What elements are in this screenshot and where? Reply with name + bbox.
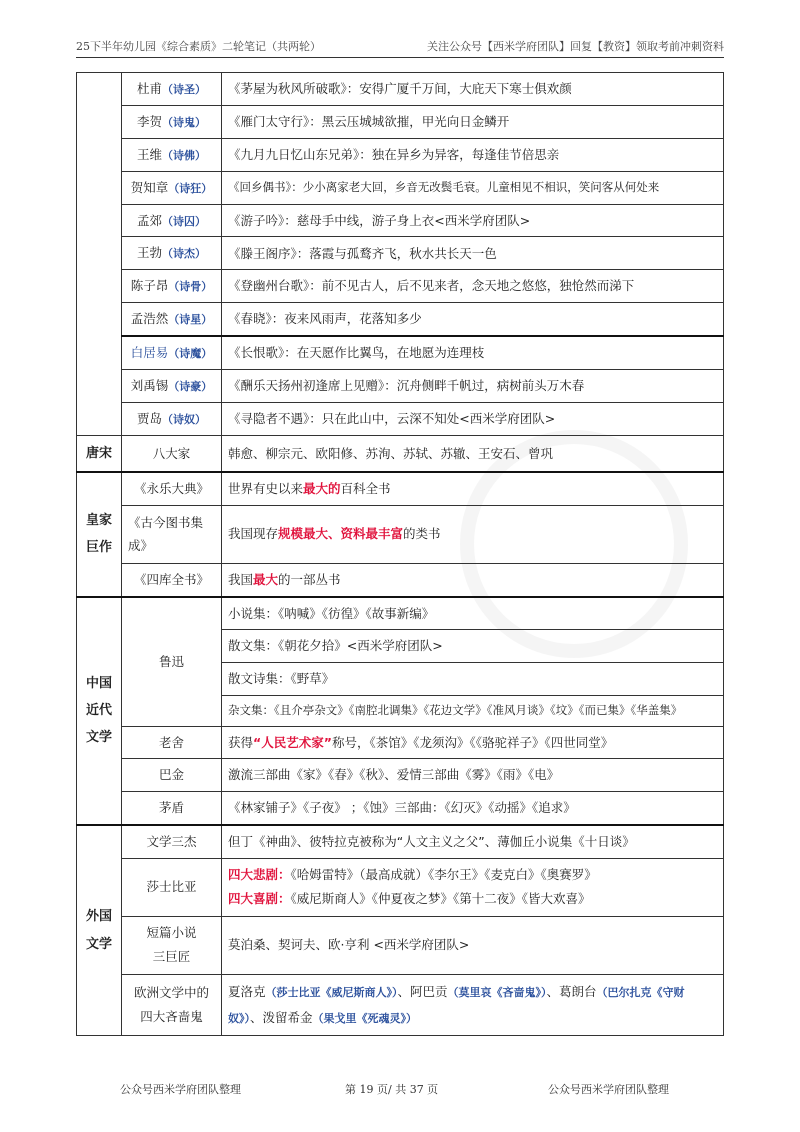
book-desc: 世界有史以来最大的百科全书: [222, 472, 724, 505]
table-row: [77, 237, 724, 270]
table-row: [77, 370, 724, 403]
footer-right: 公众号西米学府团队整理: [548, 1083, 669, 1096]
book-name: 《古今图书集成》: [122, 505, 222, 563]
table-row: [77, 171, 724, 204]
category-royal: 皇家 巨作: [77, 472, 122, 597]
author-maodun: 茅盾: [122, 792, 222, 825]
table-row: [77, 73, 724, 106]
luxun-item: 杂文集：《且介亭杂文》《南腔北调集》《花边文学》《准风月谈》《坟》《而已集》《华盖集》: [222, 695, 724, 726]
category-modern: 中国 近代 文学: [77, 597, 122, 825]
table-row: [77, 105, 724, 138]
poet-name: 王维（诗佛）: [122, 138, 222, 171]
book-name: 《永乐大典》: [122, 472, 222, 505]
tangsong-list: 韩愈、柳宗元、欧阳修、苏洵、苏轼、苏辙、王安石、曾巩: [222, 435, 724, 472]
table-row: [77, 597, 724, 630]
header-right: 关注公众号【西米学府团队】回复【教资】领取考前冲刺资料: [427, 40, 724, 53]
poet-name: 李贺（诗鬼）: [122, 105, 222, 138]
misers-text: 夏洛克（莎士比亚《威尼斯商人》）、阿巴贡（莫里哀《吝啬鬼》）、葛朗台（巴尔扎克《守财奴》）、泼留希金（果戈里《死魂灵》）: [222, 974, 724, 1036]
book-name: 《四库全书》: [122, 563, 222, 596]
table-row: [77, 402, 724, 435]
poet-work: 《酬乐天扬州初逢席上见赠》：沉舟侧畔千帆过，病树前头万木春: [222, 370, 724, 403]
category-foreign: 外国 文学: [77, 825, 122, 1036]
table-row: [77, 563, 724, 596]
header-left: 25下半年幼儿园《综合素质》二轮笔记（共两轮）: [76, 40, 321, 53]
poet-work: 《茅屋为秋风所破歌》：安得广厦千万间，大庇天下寒士俱欢颜: [222, 73, 724, 106]
poet-name: 陈子昂（诗骨）: [122, 270, 222, 303]
poet-name: 贺知章（诗狂）: [122, 171, 222, 204]
literature-table: [76, 72, 724, 1036]
shakespeare-name: 莎士比亚: [122, 858, 222, 916]
page-footer: [0, 1081, 800, 1101]
poet-work: 《寻隐者不遇》：只在此山中，云深不知处<西米学府团队>: [222, 402, 724, 435]
table-row: [77, 270, 724, 303]
poet-work: 《雁门太守行》：黑云压城城欲摧，甲光向日金鳞开: [222, 105, 724, 138]
page-number: 第 19 页/ 共 37 页: [345, 1083, 439, 1096]
table-row: [77, 303, 724, 336]
table-row: [77, 759, 724, 792]
category-tangsong: 唐宋: [77, 435, 122, 472]
tangsong-name: 八大家: [122, 435, 222, 472]
luxun-item: 小说集：《呐喊》《彷徨》《故事新编》: [222, 597, 724, 630]
table-row: [77, 916, 724, 974]
table-row: [77, 858, 724, 916]
poet-name: 王勃（诗杰）: [122, 237, 222, 270]
table-row: [77, 792, 724, 825]
poet-work: 《游子吟》：慈母手中线，游子身上衣<西米学府团队>: [222, 204, 724, 237]
poet-name: 白居易（诗魔）: [122, 336, 222, 369]
poet-work: 《长恨歌》：在天愿作比翼鸟，在地愿为连理枝: [222, 336, 724, 369]
short-story-name: 短篇小说 三巨匠: [122, 916, 222, 974]
poet-work: 《登幽州台歌》：前不见古人，后不见来者，念天地之悠悠，独怆然而涕下: [222, 270, 724, 303]
poet-name: 孟浩然（诗星）: [122, 303, 222, 336]
book-desc: 我国现存规模最大、资料最丰富的类书: [222, 505, 724, 563]
table-row: [77, 974, 724, 1036]
table-row: [77, 505, 724, 563]
poet-name: 刘禹锡（诗豪）: [122, 370, 222, 403]
footer-left: 公众号西米学府团队整理: [120, 1083, 241, 1096]
poet-work: 《滕王阁序》：落霞与孤鹜齐飞，秋水共长天一色: [222, 237, 724, 270]
category-cell-tang: [77, 73, 122, 436]
sanjie-text: 但丁《神曲》、彼特拉克被称为“人文主义之父”、薄伽丘小说集《十日谈》: [222, 825, 724, 858]
poet-work: 《九月九日忆山东兄弟》：独在异乡为异客，每逢佳节倍思亲: [222, 138, 724, 171]
laoshe-works: 获得“人民艺术家”称号，《茶馆》《龙须沟》《《骆驼祥子》《四世同堂》: [222, 726, 724, 759]
author-bajin: 巴金: [122, 759, 222, 792]
table-row: [77, 726, 724, 759]
luxun-item: 散文集：《朝花夕拾》<西米学府团队>: [222, 630, 724, 663]
misers-name: 欧洲文学中的 四大吝啬鬼: [122, 974, 222, 1036]
author-laoshe: 老舍: [122, 726, 222, 759]
table-row: [77, 204, 724, 237]
luxun-item: 散文诗集：《野草》: [222, 663, 724, 696]
author-luxun: 鲁迅: [122, 597, 222, 727]
table-row: [77, 825, 724, 858]
bajin-works: 激流三部曲《家》《春》《秋》、爱情三部曲《雾》《雨》《电》: [222, 759, 724, 792]
table-row: [77, 336, 724, 369]
table-row: [77, 435, 724, 472]
page-header: [76, 34, 724, 58]
poet-name: 杜甫（诗圣）: [122, 73, 222, 106]
maodun-works: 《林家铺子》《子夜》 ；《蚀》三部曲：《幻灭》《动摇》《追求》: [222, 792, 724, 825]
poet-work: 《春晓》：夜来风雨声，花落知多少: [222, 303, 724, 336]
sanjie-name: 文学三杰: [122, 825, 222, 858]
book-desc: 我国最大的一部丛书: [222, 563, 724, 596]
poet-name: 孟郊（诗囚）: [122, 204, 222, 237]
shakespeare-works: 四大悲剧：《哈姆雷特》（最高成就）《李尔王》《麦克白》《奥赛罗》 四大喜剧：《威尼斯商人》《仲夏夜之梦》《第十二夜》《皆大欢喜》: [222, 858, 724, 916]
poet-work: 《回乡偶书》：少小离家老大回，乡音无改鬓毛衰。儿童相见不相识，笑问客从何处来: [222, 171, 724, 204]
table-row: [77, 472, 724, 505]
short-story-text: 莫泊桑、契诃夫、欧·亨利 <西米学府团队>: [222, 916, 724, 974]
table-row: [77, 138, 724, 171]
poet-name: 贾岛（诗奴）: [122, 402, 222, 435]
